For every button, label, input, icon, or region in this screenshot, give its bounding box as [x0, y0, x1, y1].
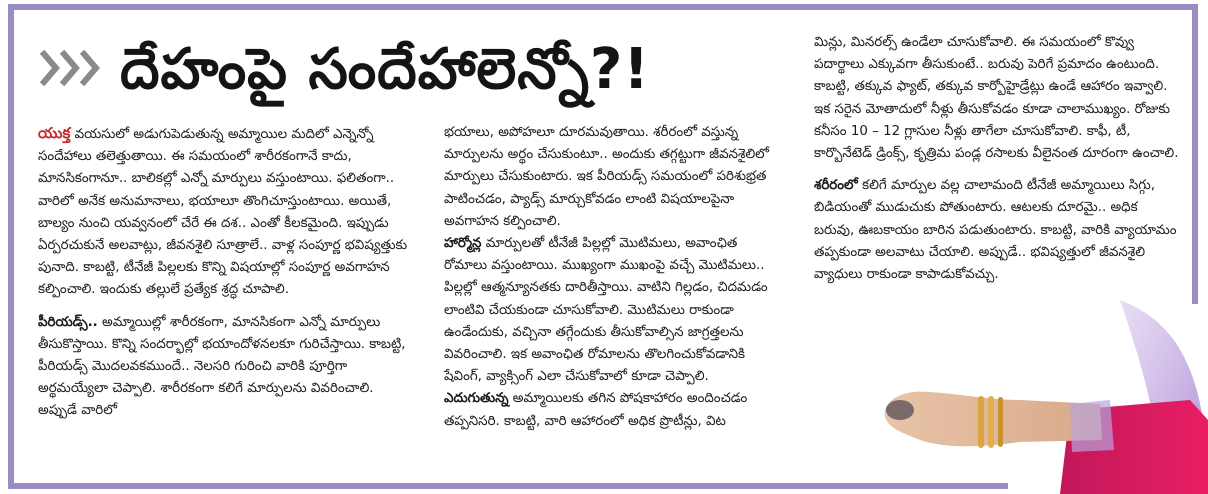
- article-paragraph: [814, 32, 1182, 165]
- article-column-1: [38, 122, 410, 423]
- paragraph-lead-word: యుక్త: [38, 124, 71, 142]
- article-paragraph: [444, 233, 784, 388]
- paragraph-text: మిన్లు, మినరల్స్ ఉండేలా చూసుకోవాలి. ఈ సమయంలో కొవ్వు పదార్థాలు ఎక్కువగా తీసుకుంటే.. బరువు పెరిగే ప్రమాదం ఉంటుంది. కాబట్టి, తక్కువ ఫ్యాట్, తక్కువ కార్బోహైడ్రేట్లు ఉండే ఆహారం ఇవ్వాలి. ఇక సరైన మోతాదులో నీళ్లు తీసుకోవడం కూడా చాలాముఖ్యం. రోజుకు కనీసం 10 – 12 గ్లాసుల నీళ్లు తాగేలా చూసుకోవాలి. కాఫీ, టీ, కార్బొనేటెడ్ డ్రింక్స్, కృత్రిమ పండ్ల రసాలకు వీలైనంత దూరంగా ఉంచాలి.: [814, 35, 1179, 162]
- paragraph-text: అమ్మాయిలకు తగిన పోషకాహారం అందించడం తప్పనిసరి. కాబట్టి, వారి ఆహారంలో అధిక ప్రొటీన్లు, విట: [444, 391, 748, 429]
- article-headline: దేహంపై సందేహాలెన్నో?!: [120, 37, 650, 102]
- article-column-3: [814, 32, 1182, 286]
- article-paragraph: [444, 388, 784, 432]
- paragraph-text: వయసులో అడుగుపెడుతున్న అమ్మాయిల మదిలో ఎన్నెన్నో సందేహాలు తలెత్తుతాయి. ఈ సమయంలో శారీరకంగానే కాదు, మానసికంగానూ.. బాలికల్లో ఎన్నో మార్పులు వస్తుంటాయి. ఫలితంగా.. వారిలో అనేక అనుమానాలు, భయాలూ తొంగిచూస్తుంటాయి. అయితే, బాల్యం నుంచి యవ్వనంలో చేరే ఈ దశ.. ఎంతో కీలకమైంది. ఇప్పుడు ఏర్పరచుకునే అలవాట్లు, జీవనశైలి సూత్రాలే.. వాళ్ల సంపూర్ణ భవిష్యత్తుకు పునాది. కాబట్టి, టీనేజీ పిల్లలకు కొన్ని విషయాల్లో సంపూర్ణ అవగాహన కల్పించాలి. ఇందుకు తల్లులే ప్రత్యేక శ్రద్ధ చూపాలి.: [38, 127, 408, 298]
- frame-top-border: [8, 4, 1198, 10]
- paragraph-text: కలిగే మార్పుల వల్ల చాలామంది టీనేజీ అమ్మాయిలు సిగ్గు, బిడియంతో ముడుచుకు పోతుంటారు. ఆటలకు దూరమై.. అధిక బరువు, ఊబకాయం బారిన పడుతుంటారు. కాబట్టి, వారికి వ్యాయామం తప్పకుండా అలవాటు చేయాలి. అప్పుడే.. భవిష్యత్తులో జీవనశైలి వ్యాధులు రాకుండా కాపాడుకోవచ్చు.: [814, 178, 1177, 283]
- paragraph-text: మార్పులతో టీనేజీ పిల్లల్లో మొటిమలు, అవాంఛిత రోమాలు వస్తుంటాయి. ముఖ్యంగా ముఖంపై వచ్చే మొటిమలు.. పిల్లల్లో ఆత్మన్యూనతకు దారితీస్తాయి. వాటిని గిల్లడం, చిదమడం లాంటివి చేయకుండా చూసుకోవాలి. మొటిమలు రాకుండా ఉండేందుకు, వచ్చినా తగ్గేందుకు తీసుకోవాల్సిన జాగ్రత్తలను వివరించాలి. ఇక అవాంఛిత రోమాలను తొలగించుకోవడానికి షేవింగ్, వ్యాక్సింగ్ ఎలా చేసుకోవాలో కూడా చెప్పాలి.: [444, 236, 768, 385]
- paragraph-lead-word: పీరియడ్స్..: [38, 314, 98, 330]
- article-paragraph: [444, 122, 784, 233]
- article-paragraph: [38, 122, 410, 302]
- paragraph-lead-word: శరీరంలో: [814, 178, 858, 194]
- frame-right-border: [1192, 4, 1198, 304]
- triple-chevron-right-icon: [40, 48, 104, 88]
- frame-left-border: [8, 4, 14, 489]
- paragraph-lead-word: హార్మోన్ల: [444, 236, 482, 252]
- frame-bottom-border: [8, 483, 1008, 489]
- paragraph-lead-word: ఎదుగుతున్న: [444, 391, 509, 407]
- paragraph-text: అమ్మాయిల్లో శారీరకంగా, మానసికంగా ఎన్నో మార్పులు తీసుకొస్తాయి. కొన్ని సందర్భాల్లో భయాందోళనలకూ గురిచేస్తాయి. కాబట్టి, పీరియడ్స్ మొదలవకముందే.. నెలసరి గురించి వారికి పూర్తిగా అర్థమయ్యేలా చెప్పాలి. శారీరకంగా కలిగే మార్పులను వివరించాలి. అప్పుడే వారిలో: [38, 314, 406, 419]
- article-column-2: [444, 122, 784, 433]
- paragraph-text: భయాలు, అపోహలూ దూరమవుతాయి. శరీరంలో వస్తున్న మార్పులను అర్థం చేసుకుంటూ.. అందుకు తగ్గట్టుగా జీవనశైలిలో మార్పులు చేసుకుంటారు. ఇక పీరియడ్స్ సమయంలో పరిశుభ్రత పాటించడం, ప్యాడ్స్ మార్చుకోవడం లాంటి విషయాలపైనా అవగాహన కల్పించాలి.: [444, 125, 769, 229]
- article-paragraph: [38, 312, 410, 423]
- girl-hand-photo: [870, 300, 1208, 494]
- article-paragraph: [814, 175, 1182, 286]
